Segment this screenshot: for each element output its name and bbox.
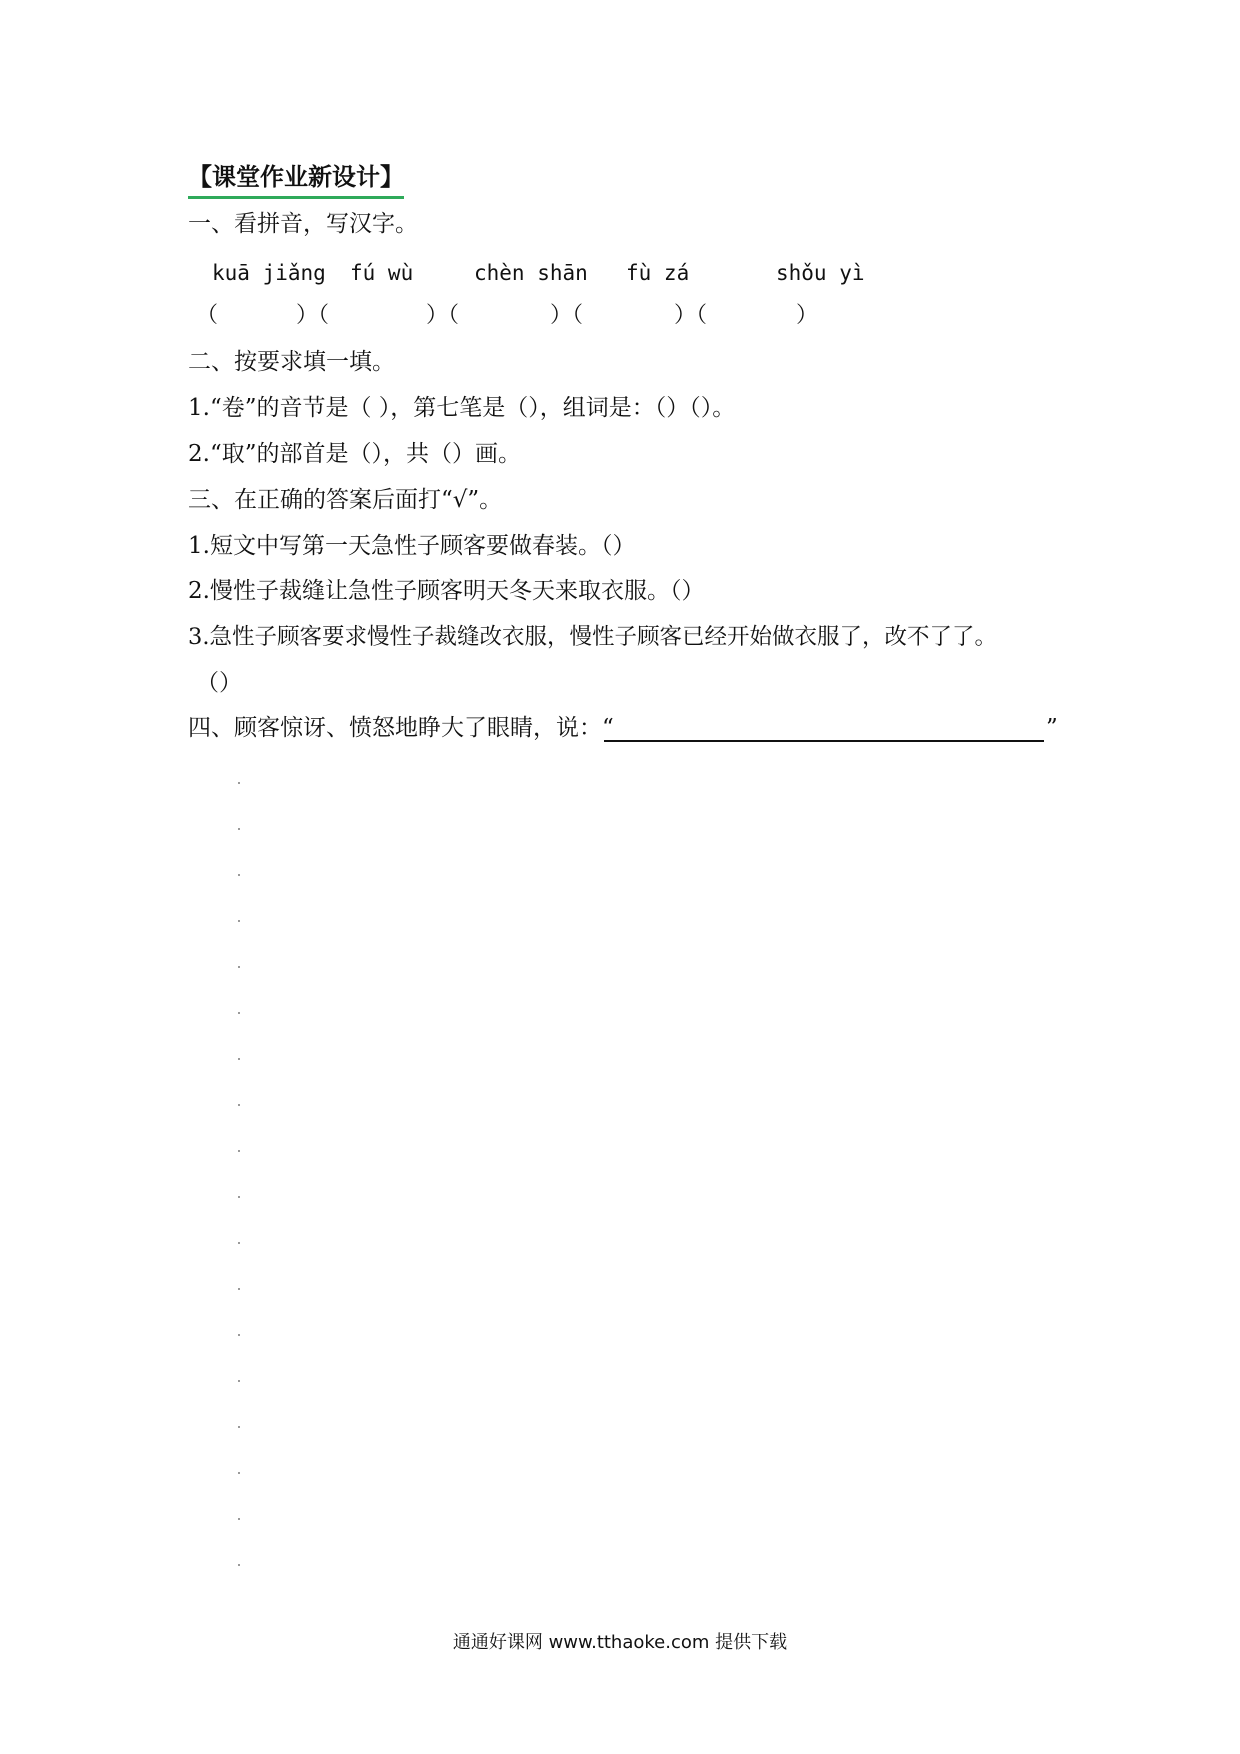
margin-dot: [238, 1426, 240, 1428]
margin-dot: [238, 1288, 240, 1290]
pinyin-item: shǒu yì: [776, 261, 865, 285]
answer-bracket: ）（: [550, 303, 584, 328]
pinyin-item: kuā jiǎng: [212, 261, 326, 285]
closing-quote: ”: [1046, 715, 1058, 741]
section3-question-3: 3.急性子顾客要求慢性子裁缝改衣服，慢性子顾客已经开始做衣服了，改不了了。: [188, 624, 997, 650]
section3-question-2: 2.慢性子裁缝让急性子顾客明天冬天来取衣服。（）: [188, 578, 705, 604]
section4-heading: 四、顾客惊讶、愤怒地睁大了眼睛，说：“: [188, 715, 614, 741]
margin-dot: [238, 1380, 240, 1382]
margin-dot: [238, 966, 240, 968]
answer-brackets-row: [0, 300, 1240, 332]
margin-dot: [238, 1104, 240, 1106]
page-title: 【课堂作业新设计】: [188, 160, 404, 199]
answer-blank-line: [604, 740, 1044, 742]
pinyin-row: [0, 257, 1240, 289]
answer-bracket: ）: [796, 303, 819, 328]
pinyin-item: fù zá: [626, 261, 690, 285]
pinyin-item: fú wù: [350, 261, 414, 285]
title-wrap: [188, 160, 404, 199]
answer-bracket: （: [196, 303, 219, 328]
margin-dot: [238, 874, 240, 876]
section1-heading: 一、看拼音，写汉字。: [188, 211, 418, 237]
answer-bracket: ）（: [296, 303, 330, 328]
margin-dot: [238, 782, 240, 784]
margin-dot: [238, 1564, 240, 1566]
margin-dot: [238, 1150, 240, 1152]
section2-question-2: 2.“取”的部首是（），共（）画。: [188, 441, 521, 467]
margin-dot: [238, 828, 240, 830]
section2-heading: 二、按要求填一填。: [188, 349, 395, 375]
margin-dot: [238, 1242, 240, 1244]
margin-dot: [238, 1012, 240, 1014]
margin-dot: [238, 1518, 240, 1520]
margin-dot: [238, 1472, 240, 1474]
section3-heading: 三、在正确的答案后面打“√”。: [188, 487, 503, 513]
margin-dot: [238, 1334, 240, 1336]
answer-bracket: ）（: [674, 303, 708, 328]
section3-question-3-answer: （）: [196, 670, 242, 696]
answer-bracket: ）（: [426, 303, 460, 328]
section3-question-1: 1.短文中写第一天急性子顾客要做春装。（）: [188, 533, 636, 559]
margin-dot: [238, 1196, 240, 1198]
footer-credit: 通通好课网 www.tthaoke.com 提供下载: [452, 1632, 788, 1653]
section2-question-1: 1.“卷”的音节是（ ），第七笔是（），组词是：（）（）。: [188, 395, 736, 421]
margin-dot: [238, 1058, 240, 1060]
margin-dot: [238, 920, 240, 922]
pinyin-item: chèn shān: [474, 261, 588, 285]
